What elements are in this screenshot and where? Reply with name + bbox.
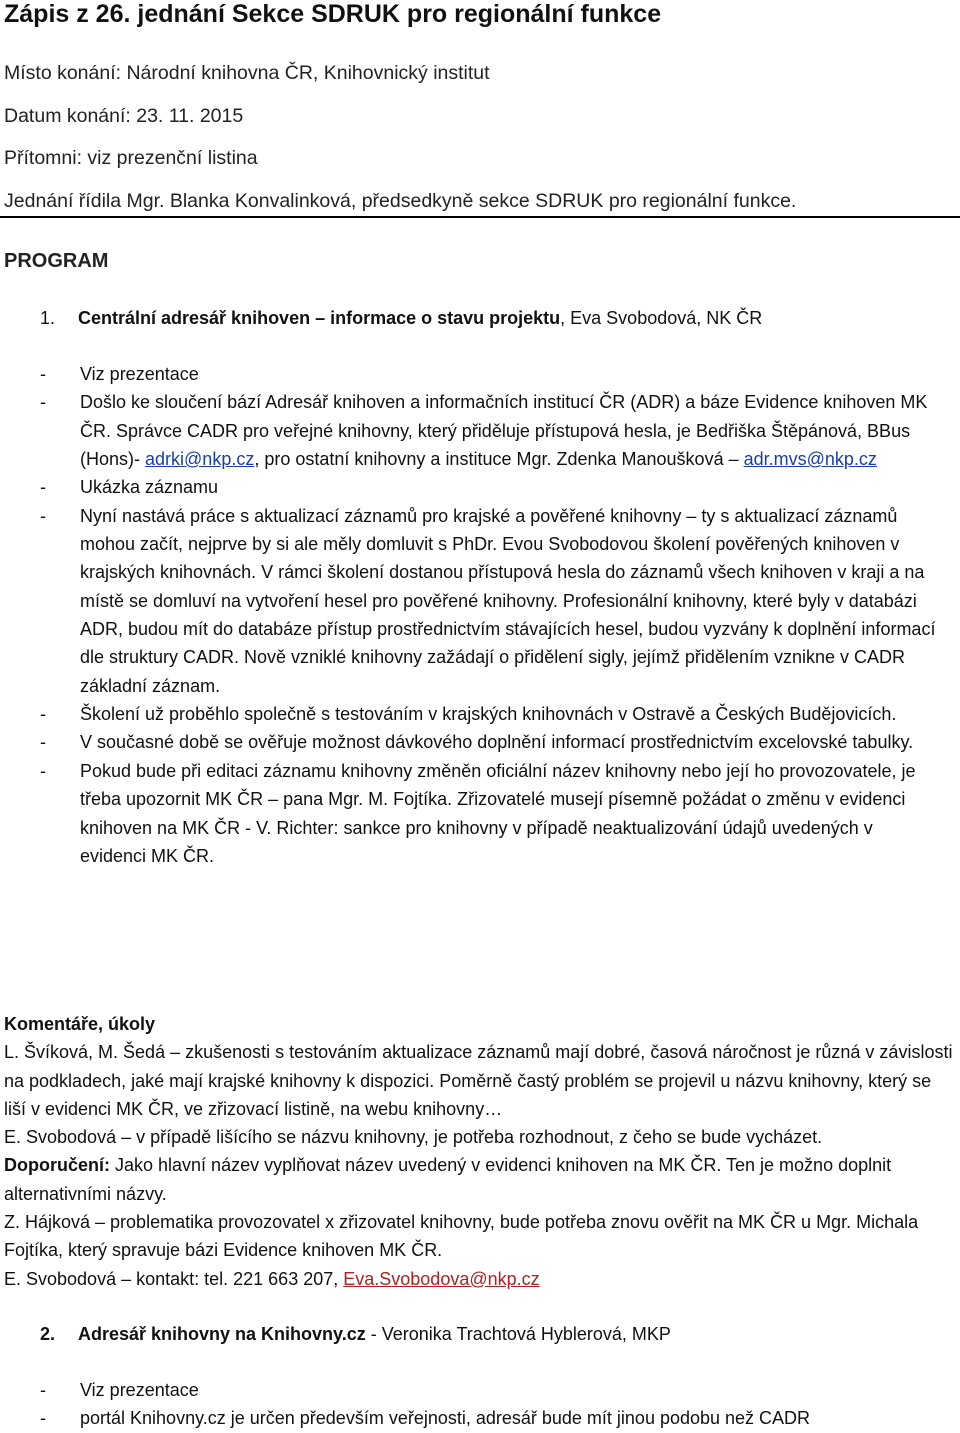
agenda-item-presenter: , Eva Svobodová, NK ČR [560,308,763,328]
page-title: Zápis z 26. jednání Sekce SDRUK pro regionální funkce [4,0,662,28]
agenda-item-presenter: - Veronika Trachtová Hyblerová, MKP [365,1324,671,1344]
email-link-adr-mvs[interactable]: adr.mvs@nkp.cz [743,449,877,470]
meta-present: Přítomni: viz prezenční listina [4,147,258,169]
program-heading: PROGRAM [4,250,109,272]
agenda-item-2-bullets [40,1376,940,1433]
meta-place: Místo konání: Národní knihovna ČR, Knihovnický institut [4,62,490,84]
list-item: - Nyní nastává práce s aktualizací záznamů pro krajské a pověřené knihovny – ty s aktualizací záznamů mohou začít, nejprve by si ale měly domluvit s PhDr. Evou Svobodovou školení pověřených knihoven v krajských knihovnách. V rámci školení dostanou přístupová hesla do záznamů všech knihoven v kraji a na místě se domluví na vytvoření hesel pro pověřené knihovny. Profesionální knihovny, které byly v databázi ADR, budou mít do databáze přístup prostřednictvím stávajících hesel, budou vyzvány k doplnění informací dle struktury CADR. Nově vzniklé knihovny zažádají o přidělení sigly, jejímž přidělením vznikne v CADR základní záznam. [40,505,936,696]
list-item: - Ukázka záznamu [40,477,219,498]
list-item: - portál Knihovny.cz je určen především veřejnosti, adresář bude mít jinou podobu než CADR [40,1408,811,1429]
comment-recommendation: Doporučení: Jako hlavní název vyplňovat název uvedený v evidenci knihoven na MK ČR. Ten je možno doplnit alternativními názvy. [4,1155,892,1204]
agenda-item-title: Centrální adresář knihoven – informace o stavu projektu [78,308,561,328]
email-link-adrki[interactable]: adrki@nkp.cz [145,449,255,470]
agenda-item-number: 1. [40,308,56,328]
meta-chair: Jednání řídila Mgr. Blanka Konvalinková, předsedkyně sekce SDRUK pro regionální funkce. [4,190,797,212]
agenda-item-1-bullets [40,360,940,870]
email-link-svobodova[interactable]: Eva.Svobodova@nkp.cz [343,1268,540,1289]
agenda-item-2-heading [40,1320,940,1348]
agenda-item-1-heading [40,304,940,332]
comments-heading: Komentáře, úkoly [4,1014,156,1034]
list-item: - Pokud bude při editaci záznamu knihovny změněn oficiální název knihovny nebo její ho provozovatele, je třeba upozornit MK ČR – pana Mgr. M. Fojtíka. Zřizovatelé musejí písemně požádat o změnu v evidenci knihoven na MK ČR - V. Richter: sankce pro knihovny v případě neaktualizování údajů uvedených v evidenci MK ČR. [40,760,916,866]
comment-paragraph: Z. Hájková – problematika provozovatel x zřizovatel knihovny, bude potřeba znovu ověřit na MK ČR u Mgr. Michala Fojtíka, který spravuje bázi Evidence knihoven MK ČR. [4,1212,919,1261]
comment-paragraph: E. Svobodová – v případě lišícího se názvu knihovny, je potřeba rozhodnout, z čeho se bude vycházet. [4,1127,823,1148]
comment-paragraph: L. Švíková, M. Šedá – zkušenosti s testováním aktualizace záznamů mají dobré, časová náročnost je různá v závislosti na podkladech, jaké mají krajské knihovny k dispozici. Poměrně častý problém se projevil u názvu knihovny, který se liší v evidenci MK ČR, ve zřizovací listině, na webu knihovny… [4,1042,953,1119]
list-item: - V současné době se ověřuje možnost dávkového doplnění informací prostřednictvím excelovské tabulky. [40,732,914,753]
agenda-item-number: 2. [40,1324,56,1344]
meta-date: Datum konání: 23. 11. 2015 [4,105,244,127]
comments-section [4,1010,956,1293]
agenda-item-title: Adresář knihovny na Knihovny.cz [78,1324,366,1344]
list-item: - Školení už proběhlo společně s testováním v krajských knihovnách v Ostravě a Českých Budějovicích. [40,704,897,725]
header-divider [0,216,960,218]
list-item: - Viz prezentace [40,1380,199,1400]
list-item: - Došlo ke sloučení bází Adresář knihoven a informačních institucí ČR (ADR) a báze Evidence knihoven MK ČR. Správce CADR pro veřejné knihovny, který přiděluje přístupová hesla, je Bedřiška Štěpánová, BBus (Hons)- adrki@nkp.cz, pro ostatní knihovny a instituce Mgr. Zdenka Manoušková – adr.mvs@nkp.cz [40,392,928,470]
comment-contact: E. Svobodová – kontakt: tel. 221 663 207, Eva.Svobodova@nkp.cz [4,1268,540,1289]
list-item: - Viz prezentace [40,364,199,384]
